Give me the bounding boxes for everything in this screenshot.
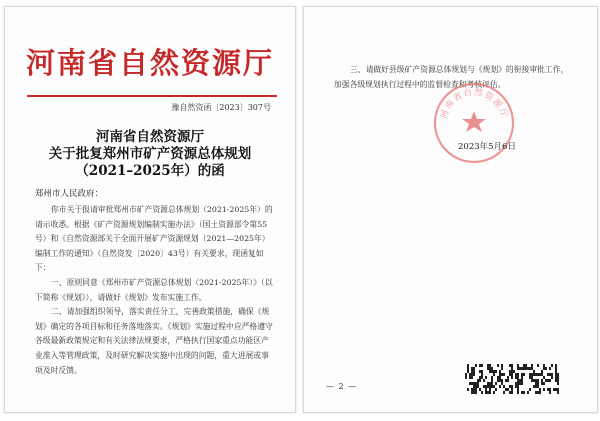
paragraph-3: 二、请加强组织领导，落实责任分工，完善政策措施，确保《规划》确定的各项目标和任务落地落实。《规划》实施过程中应严格遵守各级最新政策规定和有关法律法规要求，严格执行国家重点功能区产业准入等管理政策，及时研究解决实施中出现的问题，重大进展或事项及时反馈。 [35,307,273,375]
paragraph-4: 三、请做好县级矿产资源总体规划与《规划》的衔接审批工作，加强各级规划执行过程中的监督检查和考核评估。 [334,65,569,89]
body-text [35,203,275,378]
document-page-left [4,6,296,413]
barcode-icon [464,363,560,395]
paragraph-2: 一、原则同意《郑州市矿产资源总体规划（2021-2025年）》（以下简称《规划》），请做好《规划》发布实施工作。 [35,277,273,302]
document-title [5,129,295,180]
signing-date: 2023年5月6日 [458,142,516,152]
seal-star-icon [462,111,486,132]
red-divider-line [27,95,277,97]
title-line-1: 河南省自然资源厅 [96,129,204,145]
official-seal-icon [432,81,516,165]
title-line-2: 关于批复郑州市矿产资源总体规划 [48,146,252,162]
paragraph-1: 你市关于报请审批郑州市矿产资源总体规划（2021-2025年）的请示收悉。根据《矿产资源规划编制实施办法》（国土资源部令第55号）和《自然资源部关于全面开展矿产资源规划（2021—2025年）编制工作的通知》（自然资发〔2020〕43号）有关要求，现函复如下： [35,205,273,273]
page-number: — 2 — [326,382,358,391]
document-number: 豫自然资函〔2023〕307号 [171,103,271,112]
seal-text: 河南省自然资源厅 [439,87,509,120]
document-page-right [303,6,598,413]
title-line-3: （2021–2025年）的函 [75,163,225,179]
salutation: 郑州市人民政府： [35,189,104,199]
letterhead-title: 河南省自然资源厅 [25,46,274,80]
